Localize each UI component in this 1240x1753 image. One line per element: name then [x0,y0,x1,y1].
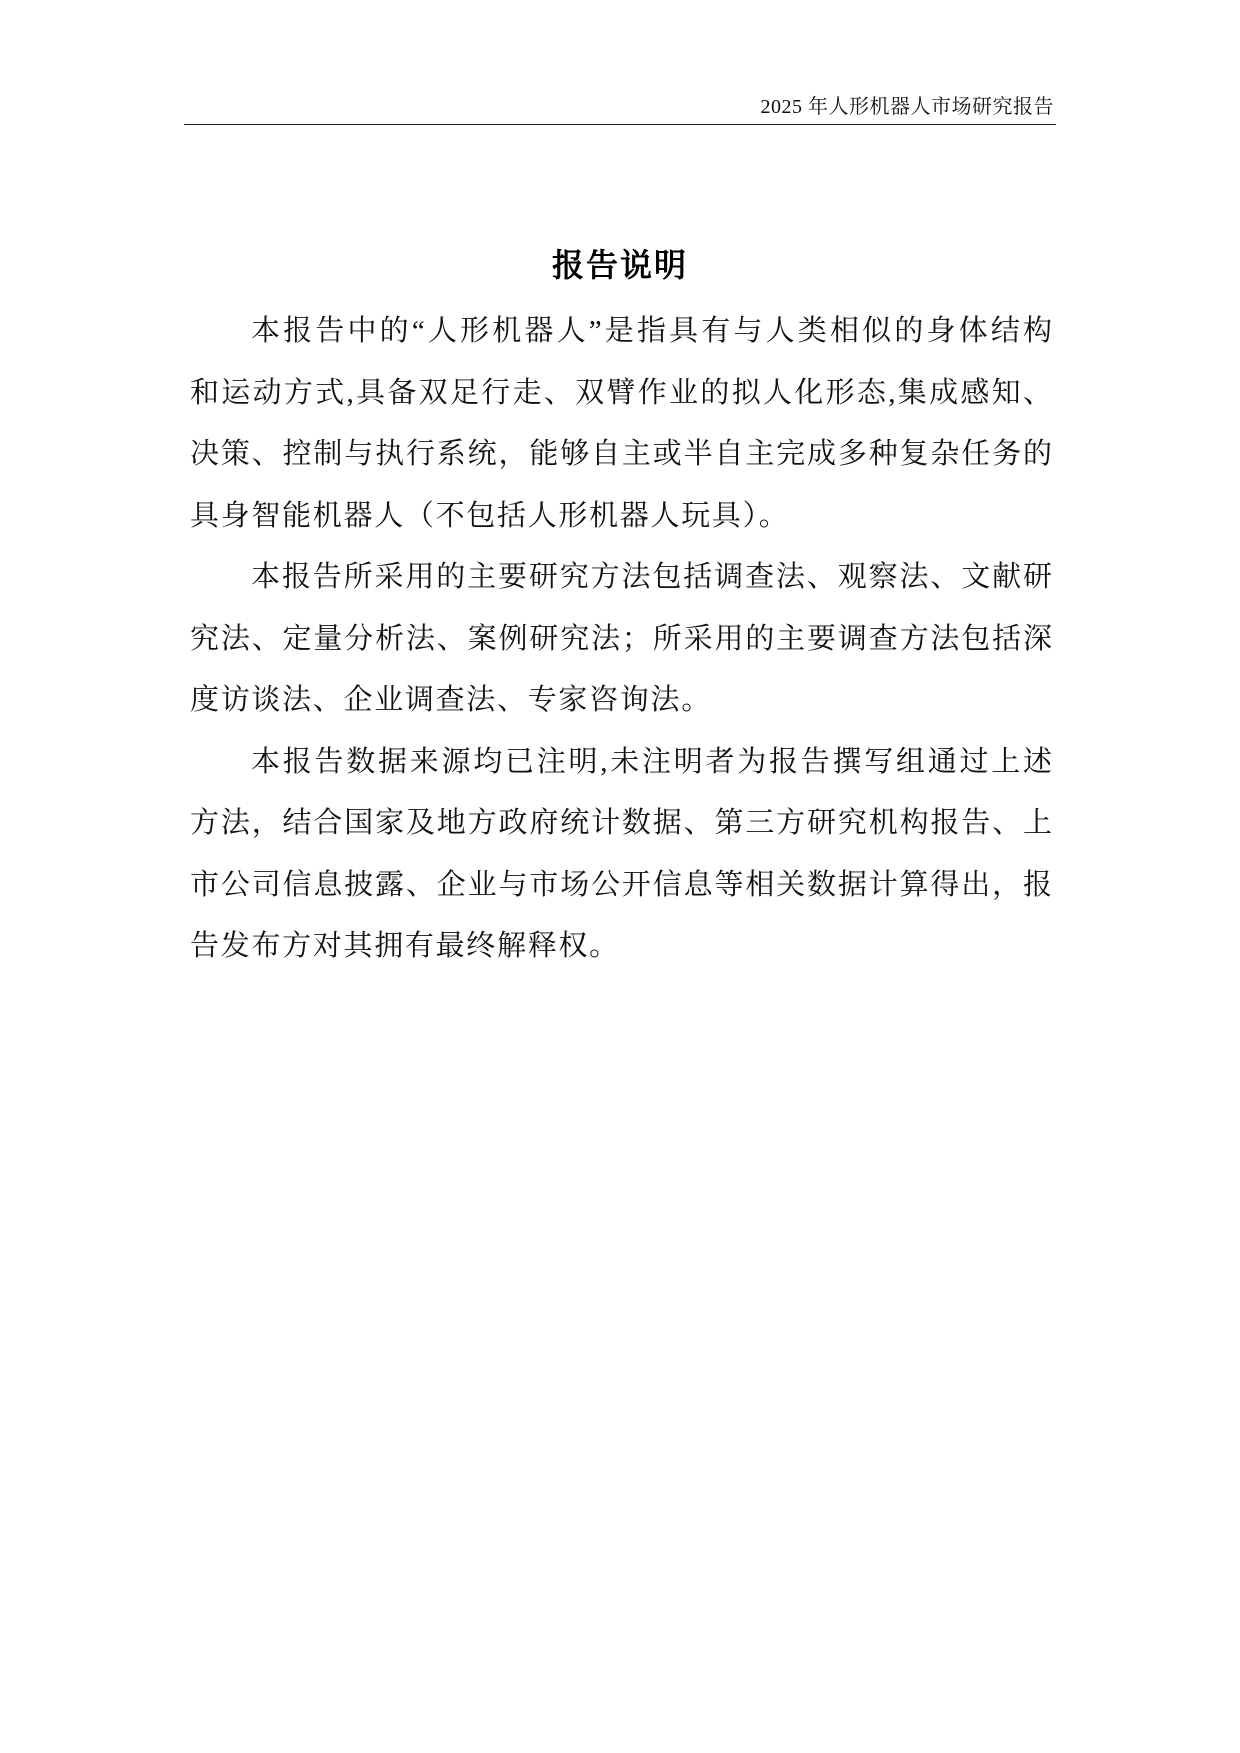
text-line: 本报告数据来源均已注明,未注明者为报告撰写组通过上述 [251,745,1052,778]
text-line: 究法、定量分析法、案例研究法；所采用的主要调查方法包括深 [190,622,1052,655]
section-title: 报告说明 [551,247,688,283]
body-text [190,301,1052,978]
text-line: 市公司信息披露、企业与市场公开信息等相关数据计算得出，报 [190,868,1052,901]
text-line: 和运动方式,具备双足行走、双臂作业的拟人化形态,集成感知、 [190,376,1052,409]
running-header-title: 2025 年人形机器人市场研究报告 [760,96,1054,118]
paragraph-data-sources [190,732,1052,978]
paragraph-definition [190,301,1052,547]
header-divider [184,124,1056,125]
text-line: 决策、控制与执行系统，能够自主或半自主完成多种复杂任务的 [190,438,1052,470]
paragraph-methods [190,547,1052,732]
text-line: 本报告所采用的主要研究方法包括调查法、观察法、文献研 [251,561,1052,593]
text-line: 告发布方对其拥有最终解释权。 [190,930,620,962]
text-line: 具身智能机器人（不包括人形机器人玩具）。 [190,499,790,532]
text-line: 度访谈法、企业调查法、专家咨询法。 [190,684,712,716]
text-line: 方法，结合国家及地方政府统计数据、第三方研究机构报告、上 [190,807,1052,839]
text-line: 本报告中的“人形机器人”是指具有与人类相似的身体结构 [251,315,1052,347]
